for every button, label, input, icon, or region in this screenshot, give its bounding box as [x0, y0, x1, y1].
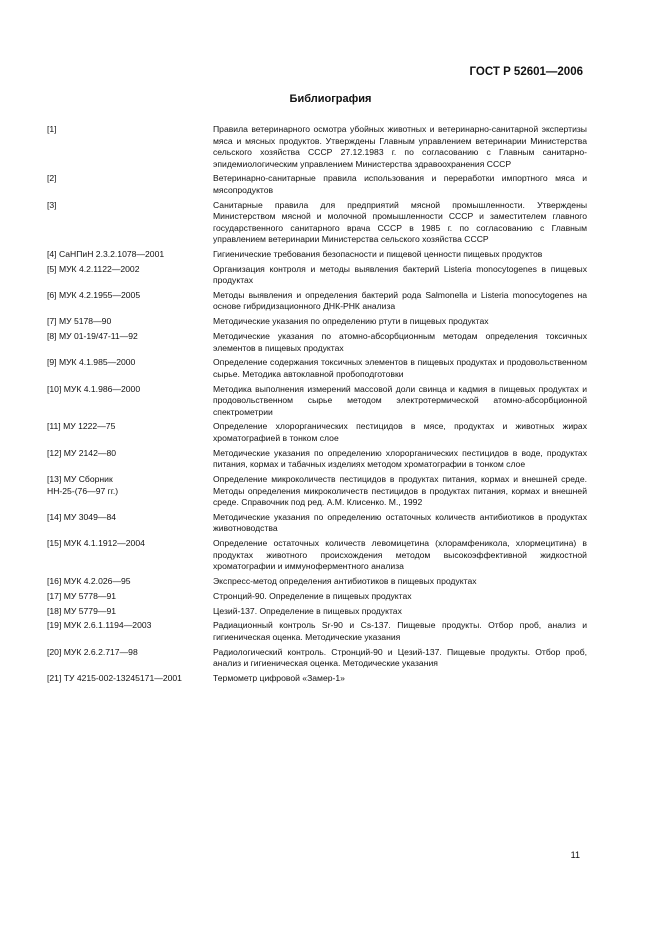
bibliography-entry [47, 264, 587, 287]
bibliography-entry [47, 384, 587, 419]
entry-description: Правила ветеринарного осмотра убойных животных и ветеринарно-санитарной экспертизы мяса и мясных продуктов. Утверждены Главным управлением ветеринарии Министерства сельского хозяйства СССР 27.12.1983 г. по согласованию с Главным санитарно-эпидемиологическим управлением Министерства здравоохранения СССР [213, 124, 587, 169]
entry-reference: [17] МУ 5778—91 [47, 590, 116, 601]
bibliography-entry [47, 474, 587, 509]
bibliography-entry [47, 290, 587, 313]
entry-description: Определение микроколичеств пестицидов в продуктах питания, кормах и внешней среде. Методы определения микроколичеств пестицидов в продуктах питания, кормах и внешней среде. Справочник под ред. А.М. Клисенко. М., 1992 [213, 474, 587, 508]
bibliography-entry [47, 512, 587, 535]
entry-reference: [6] МУК 4.2.1955—2005 [47, 289, 141, 300]
entry-description: Термометр цифровой «Замер-1» [213, 672, 345, 683]
bibliography-entry [47, 173, 587, 196]
bibliography-entry [47, 421, 587, 444]
bibliography-entry [47, 331, 587, 354]
entry-reference: [11] МУ 1222—75 [47, 421, 116, 432]
page-title: Библиография [289, 93, 372, 105]
entry-description: Определение остаточных количеств левомицетина (хлорамфеникола, хлормецитина) в продуктах животного происхождения методом высокоэффективной жидкостной хроматографии и иммуноферментного анализа [213, 538, 587, 572]
entry-description: Методические указания по определению ртути в пищевых продуктах [213, 316, 489, 327]
bibliography-entry [47, 448, 587, 471]
entry-reference: [18] МУ 5779—91 [47, 605, 116, 616]
entry-description: Санитарные правила для предприятий мясной промышленности. Утверждены Министерством мясной и молочной промышленности СССР и заместителем главного государственного санитарного врача СССР в 1985 г. по согласованию с Главным управлением ветеринарии Министерства сельского хозяйства СССР [213, 199, 587, 245]
entry-reference: [10] МУК 4.1.986—2000 [47, 383, 141, 394]
bibliography-entry [47, 200, 587, 246]
entry-reference: [14] МУ 3049—84 [47, 511, 116, 522]
entry-description: Методика выполнения измерений массовой доли свинца и кадмия в пищевых продуктах и продовольственном сырье методом электротермической атомно-абсорбционной спектрометрии [213, 383, 587, 417]
bibliography-entry [47, 357, 587, 380]
bibliography-entry [47, 591, 587, 603]
bibliography-entry [47, 606, 587, 618]
entry-reference: [7] МУ 5178—90 [47, 316, 112, 327]
entry-description: Ветеринарно-санитарные правила использования и переработки импортного мяса и мясопродуктов [213, 173, 587, 195]
entry-reference: [21] ТУ 4215-002-13245171—2001 [47, 672, 182, 683]
bibliography-entry [47, 249, 587, 261]
entry-reference: [19] МУК 2.6.1.1194—2003 [47, 620, 152, 631]
bibliography-list [47, 124, 587, 688]
entry-reference: [2] [47, 173, 57, 184]
entry-reference: [8] МУ 01-19/47-11—92 [47, 331, 138, 342]
entry-reference: [20] МУК 2.6.2.717—98 [47, 646, 138, 657]
entry-description: Методические указания по определению остаточных количеств антибиотиков в продуктах животноводства [213, 511, 587, 534]
entry-reference: [12] МУ 2142—80 [47, 447, 116, 458]
entry-description: Методы выявления и определения бактерий рода Salmonella и Listeria monocytogenes на основе гибридизационного ДНК-РНК анализа [213, 289, 587, 312]
entry-description: Радиологический контроль. Стронций-90 и Цезий-137. Пищевые продукты. Отбор проб, анализ и гигиеническая оценка. Методические указания [213, 646, 587, 669]
entry-description: Радиационный контроль Sr-90 и Cs-137. Пищевые продукты. Отбор проб, анализ и гигиеническая оценка. Методические указания [213, 620, 587, 642]
entry-reference: [3] [47, 199, 57, 210]
entry-description: Стронций-90. Определение в пищевых продуктах [213, 590, 412, 601]
entry-description: Определение содержания токсичных элементов в пищевых продуктах и продовольственном сырье. Методика автоклавной пробоподготовки [213, 357, 587, 379]
bibliography-entry [47, 620, 587, 643]
bibliography-entry [47, 538, 587, 573]
entry-description: Методические указания по атомно-абсорбционным методам определения токсичных элементов в пищевых продуктах [213, 331, 587, 353]
entry-reference: [16] МУК 4.2.026—95 [47, 575, 131, 586]
entry-reference: [4] СаНПиН 2.3.2.1078—2001 [47, 248, 165, 259]
bibliography-entry [47, 673, 587, 685]
bibliography-entry [47, 576, 587, 588]
entry-description: Гигиенические требования безопасности и пищевой ценности пищевых продуктов [213, 248, 543, 259]
entry-reference: [15] МУК 4.1.1912—2004 [47, 538, 145, 549]
bibliography-entry [47, 647, 587, 670]
entry-reference: [13] МУ Сборник НН-25-(76—97 гг.) [47, 474, 119, 496]
entry-description: Определение хлорорганических пестицидов в мясе, продуктах и животных жирах хроматографией в тонком слое [213, 421, 587, 443]
entry-description: Цезий-137. Определение в пищевых продуктах [213, 605, 402, 616]
entry-reference: [9] МУК 4.1.985—2000 [47, 357, 136, 368]
bibliography-entry [47, 316, 587, 328]
bibliography-entry [47, 124, 587, 170]
page-number: 11 [570, 850, 580, 860]
entry-reference: [5] МУК 4.2.1122—2002 [47, 263, 140, 274]
standard-designation: ГОСТ Р 52601—2006 [469, 66, 583, 78]
entry-reference: [1] [47, 124, 57, 134]
entry-description: Организация контроля и методы выявления бактерий Listeria monocytogenes в пищевых продуктах [213, 263, 587, 286]
entry-description: Экспресс-метод определения антибиотиков в пищевых продуктах [213, 575, 477, 586]
entry-description: Методические указания по определению хлорорганических пестицидов в воде, продуктах питания, кормах и табачных изделиях методом хроматографии в тонком слое [213, 447, 587, 470]
